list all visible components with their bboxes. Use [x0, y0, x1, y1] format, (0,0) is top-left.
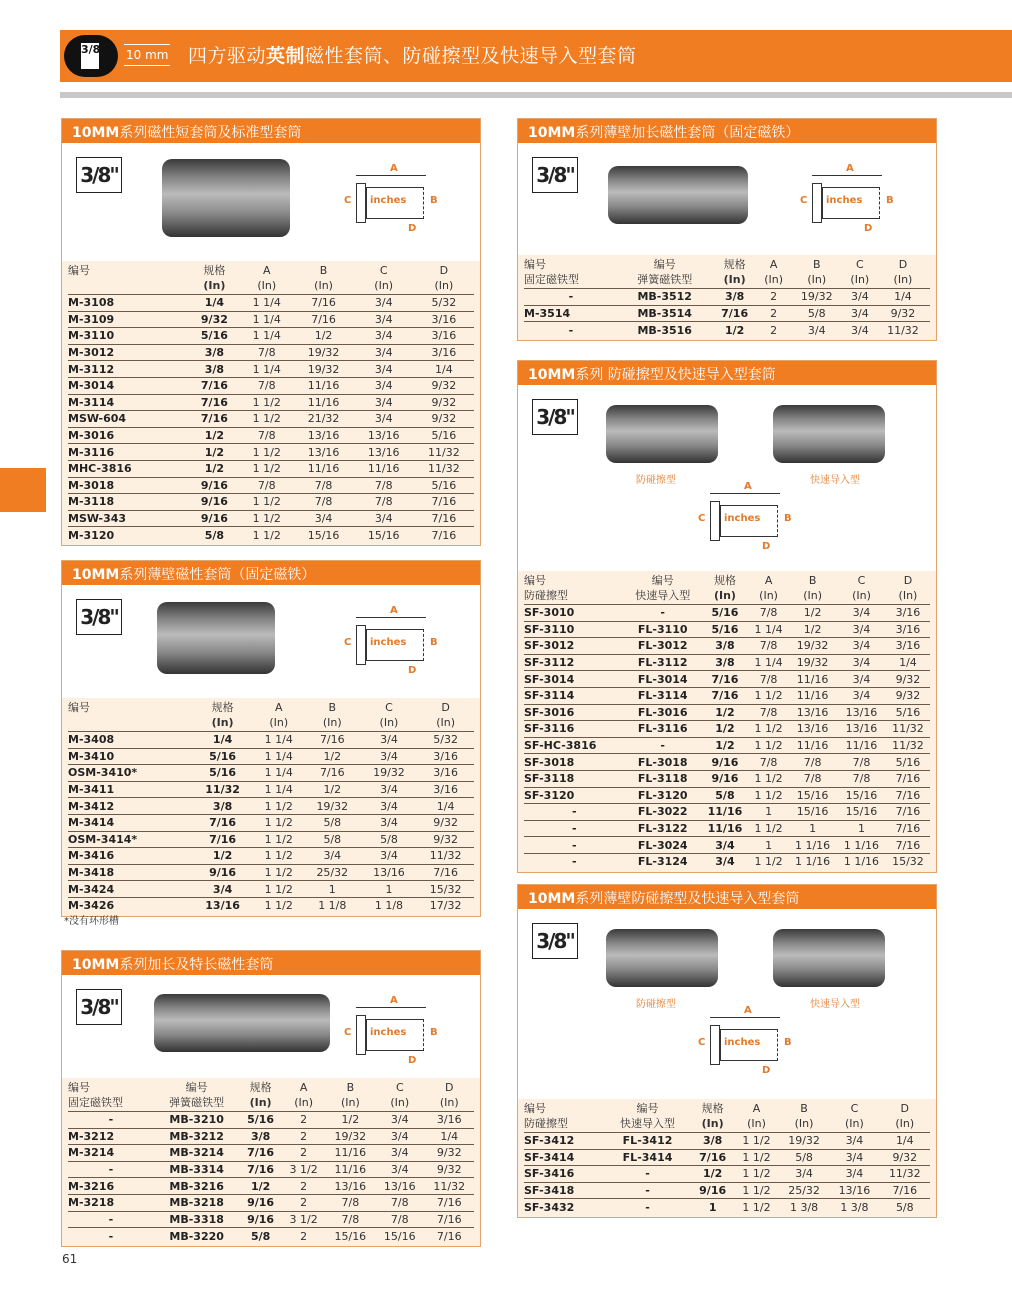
dim-label-b: B — [430, 1027, 438, 1038]
table-row: M-3018 9/16 7/8 7/8 7/8 5/16 — [68, 477, 474, 494]
table-row: SF-3012 FL-3012 3/8 7/8 19/32 3/4 3/16 — [524, 638, 930, 655]
socket-image — [608, 166, 748, 224]
table-row: - FL-3024 3/4 1 1 1/16 1 1/16 7/16 — [524, 837, 930, 854]
dim-label-d: D — [408, 665, 417, 676]
table-row: - MB-3512 3/8 2 19/32 3/4 1/4 — [524, 289, 930, 306]
column-header: 编号 固定磁铁型 — [524, 258, 579, 286]
column-header: C (In) — [374, 264, 394, 292]
dim-label-d: D — [864, 223, 873, 234]
dimension-diagram — [342, 607, 442, 677]
dim-label-b: B — [430, 637, 438, 648]
table-row: SF-3110 FL-3110 5/16 1 1/4 1/2 3/4 3/16 — [524, 621, 930, 638]
header-divider — [60, 92, 1012, 98]
column-header: D (In) — [434, 264, 454, 292]
table-row: SF-3432 - 1 1 1/2 1 3/8 1 3/8 5/8 — [524, 1199, 930, 1216]
dim-label-a: A — [390, 163, 398, 174]
table-row: - FL-3022 11/16 1 15/16 15/16 7/16 — [524, 804, 930, 821]
dim-label-b: B — [886, 195, 894, 206]
column-header: A (In) — [257, 264, 277, 292]
panel-title: 10MM系列薄壁加长磁性套筒（固定磁铁） — [518, 119, 936, 143]
caption-anti-scratch: 防碰擦型 — [636, 475, 676, 486]
table-row: M-3012 3/8 7/8 19/32 3/4 3/16 — [68, 344, 474, 361]
dim-label-inches: inches — [826, 195, 863, 206]
socket-image — [157, 602, 275, 674]
mm-label: 10 mm — [124, 44, 170, 66]
dimension-diagram — [342, 997, 442, 1067]
socket-image-anti-scratch — [606, 405, 718, 463]
column-header: C (In) — [852, 574, 871, 602]
dimension-diagram — [696, 1007, 796, 1077]
column-header: C (In) — [850, 258, 870, 286]
column-header: B (In) — [807, 258, 827, 286]
table-row: M-3418 9/16 1 1/2 25/32 13/16 7/16 — [68, 864, 474, 881]
column-header: A (In) — [764, 258, 784, 286]
column-header: 编号 固定磁铁型 — [68, 1081, 123, 1109]
size-badge: 3/8" — [532, 399, 578, 435]
table-row: M-3114 7/16 1 1/2 11/16 3/4 9/32 — [68, 394, 474, 411]
column-header: A (In) — [759, 574, 778, 602]
table-row: - MB-3210 5/16 2 1/2 3/4 3/16 — [68, 1112, 474, 1129]
spec-table — [62, 1078, 480, 1246]
table-row: M-3014 7/16 7/8 11/16 3/4 9/32 — [68, 377, 474, 394]
socket-image-quick-lead — [773, 405, 885, 463]
column-header: D (In) — [898, 574, 918, 602]
drive-fraction: 3/8 — [79, 41, 101, 71]
dim-label-inches: inches — [370, 1027, 407, 1038]
column-header: 规格 (In) — [249, 1081, 272, 1109]
column-header: B (In) — [322, 701, 342, 729]
page-title: 四方驱动英制磁性套筒、防碰擦型及快速导入型套筒 — [188, 45, 637, 67]
table-row: M-3212 MB-3212 3/8 2 19/32 3/4 1/4 — [68, 1128, 474, 1145]
dimension-diagram — [696, 483, 796, 553]
dim-label-inches: inches — [370, 637, 407, 648]
column-header: 编号 快速导入型 — [635, 574, 691, 602]
spec-table — [62, 698, 480, 916]
table-row: SF-3412 FL-3412 3/8 1 1/2 19/32 3/4 1/4 — [524, 1133, 930, 1150]
table-row: M-3426 13/16 1 1/2 1 1/8 1 1/8 17/32 — [68, 897, 474, 914]
column-header: B (In) — [803, 574, 822, 602]
column-header: 规格 (In) — [211, 701, 234, 729]
table-row: SF-3414 FL-3414 7/16 1 1/2 5/8 3/4 9/32 — [524, 1149, 930, 1166]
table-row: MSW-604 7/16 1 1/2 21/32 3/4 9/32 — [68, 411, 474, 428]
table-row: SF-3118 FL-3118 9/16 1 1/2 7/8 7/8 7/16 — [524, 770, 930, 787]
dim-label-inches: inches — [370, 195, 407, 206]
table-row: - MB-3314 7/16 3 1/2 11/16 3/4 9/32 — [68, 1161, 474, 1178]
dim-label-c: C — [344, 195, 352, 206]
dimension-diagram — [798, 165, 898, 235]
table-row: OSM-3414* 7/16 1 1/2 5/8 5/8 9/32 — [68, 831, 474, 848]
table-row: M-3116 1/2 1 1/2 13/16 13/16 11/32 — [68, 444, 474, 461]
caption-anti-scratch: 防碰擦型 — [636, 999, 676, 1010]
column-header: C (In) — [845, 1102, 864, 1130]
table-row: M-3214 MB-3214 7/16 2 11/16 3/4 9/32 — [68, 1145, 474, 1162]
table-row: SF-3418 - 9/16 1 1/2 25/32 13/16 7/16 — [524, 1182, 930, 1199]
column-header: A (In) — [747, 1102, 766, 1130]
socket-image-anti-scratch — [606, 929, 718, 987]
column-header: A (In) — [294, 1081, 314, 1109]
table-row: M-3410 5/16 1 1/4 1/2 3/4 3/16 — [68, 748, 474, 765]
table-row: M-3110 5/16 1 1/4 1/2 3/4 3/16 — [68, 328, 474, 345]
table-row: M-3411 11/32 1 1/4 1/2 3/4 3/16 — [68, 781, 474, 798]
table-row: M-3424 3/4 1 1/2 1 1 15/32 — [68, 881, 474, 898]
column-header: C (In) — [379, 701, 399, 729]
table-row: - MB-3220 5/8 2 15/16 15/16 7/16 — [68, 1228, 474, 1245]
page-number: 61 — [62, 1252, 78, 1266]
column-header: 编号 — [68, 264, 90, 277]
table-row: SF-3116 FL-3116 1/2 1 1/2 13/16 13/16 11/32 — [524, 721, 930, 738]
dim-label-c: C — [698, 1037, 706, 1048]
column-header: 规格 (In) — [701, 1102, 724, 1130]
size-badge: 3/8" — [532, 923, 578, 959]
column-header: 编号 — [68, 701, 90, 714]
socket-image-quick-lead — [773, 929, 885, 987]
table-row: OSM-3410* 5/16 1 1/4 7/16 19/32 3/16 — [68, 765, 474, 782]
table-row: - MB-3318 9/16 3 1/2 7/8 7/8 7/16 — [68, 1211, 474, 1228]
dim-label-d: D — [762, 1065, 771, 1076]
spec-table — [518, 255, 936, 340]
dim-label-inches: inches — [724, 513, 761, 524]
table-row: SF-3112 FL-3112 3/8 1 1/4 19/32 3/4 1/4 — [524, 654, 930, 671]
table-row: SF-HC-3816 - 1/2 1 1/2 11/16 11/16 11/32 — [524, 737, 930, 754]
dim-label-a: A — [744, 481, 752, 492]
table-row: M-3514 MB-3514 7/16 2 5/8 3/4 9/32 — [524, 305, 930, 322]
caption-quick-lead: 快速导入型 — [810, 475, 860, 486]
dim-label-b: B — [784, 513, 792, 524]
table-row: SF-3010 - 5/16 7/8 1/2 3/4 3/16 — [524, 605, 930, 622]
table-row: MHC-3816 1/2 1 1/2 11/16 11/16 11/32 — [68, 460, 474, 477]
table-row: M-3414 7/16 1 1/2 5/8 3/4 9/32 — [68, 814, 474, 831]
dim-label-d: D — [762, 541, 771, 552]
column-header: A (In) — [269, 701, 289, 729]
table-row: - MB-3516 1/2 2 3/4 3/4 11/32 — [524, 322, 930, 339]
dim-label-inches: inches — [724, 1037, 761, 1048]
column-header: 编号 弹簧磁铁型 — [637, 258, 693, 286]
column-header: D (In) — [895, 1102, 915, 1130]
table-row: SF-3120 FL-3120 5/8 1 1/2 15/16 15/16 7/16 — [524, 787, 930, 804]
footnote: *没有环形槽 — [64, 916, 119, 927]
table-row: M-3118 9/16 1 1/2 7/8 7/8 7/16 — [68, 494, 474, 511]
dim-label-c: C — [698, 513, 706, 524]
table-row: M-3416 1/2 1 1/2 3/4 3/4 11/32 — [68, 848, 474, 865]
dim-label-c: C — [344, 637, 352, 648]
panel-title: 10MM系列薄壁磁性套筒（固定磁铁） — [62, 561, 480, 585]
drive-size-badge — [64, 35, 118, 77]
product-panel — [61, 118, 481, 546]
column-header: B (In) — [794, 1102, 814, 1130]
table-row: M-3109 9/32 1 1/4 7/16 3/4 3/16 — [68, 311, 474, 328]
table-row: - FL-3124 3/4 1 1/2 1 1/16 1 1/16 15/32 — [524, 853, 930, 870]
table-row: M-3112 3/8 1 1/4 19/32 3/4 1/4 — [68, 361, 474, 378]
product-panel — [517, 118, 937, 341]
spec-table — [518, 571, 936, 872]
dim-label-d: D — [408, 1055, 417, 1066]
column-header: 编号 快速导入型 — [620, 1102, 676, 1130]
dim-label-b: B — [430, 195, 438, 206]
size-badge: 3/8" — [76, 989, 122, 1025]
spec-table — [62, 261, 480, 545]
product-panel — [517, 360, 937, 873]
column-header: 编号 防碰擦型 — [524, 1102, 568, 1130]
dim-label-b: B — [784, 1037, 792, 1048]
dim-label-d: D — [408, 223, 417, 234]
panel-title: 10MM系列 防碰擦型及快速导入型套筒 — [518, 361, 936, 385]
column-header: D (In) — [436, 701, 456, 729]
table-row: M-3016 1/2 7/8 13/16 13/16 5/16 — [68, 427, 474, 444]
dim-label-c: C — [800, 195, 808, 206]
dim-label-a: A — [846, 163, 854, 174]
panel-title: 10MM系列加长及特长磁性套筒 — [62, 951, 480, 975]
dimension-diagram — [342, 165, 442, 235]
table-row: M-3408 1/4 1 1/4 7/16 3/4 5/32 — [68, 732, 474, 749]
size-badge: 3/8" — [532, 157, 578, 193]
table-row: - FL-3122 11/16 1 1/2 1 1 7/16 — [524, 820, 930, 837]
table-row: M-3108 1/4 1 1/4 7/16 3/4 5/32 — [68, 295, 474, 312]
table-row: M-3120 5/8 1 1/2 15/16 15/16 7/16 — [68, 527, 474, 544]
dim-label-a: A — [744, 1005, 752, 1016]
panel-title: 10MM系列磁性短套筒及标准型套筒 — [62, 119, 480, 143]
table-row: SF-3416 - 1/2 1 1/2 3/4 3/4 11/32 — [524, 1166, 930, 1183]
table-row: SF-3014 FL-3014 7/16 7/8 11/16 3/4 9/32 — [524, 671, 930, 688]
size-badge: 3/8" — [76, 157, 122, 193]
caption-quick-lead: 快速导入型 — [810, 999, 860, 1010]
dim-label-a: A — [390, 995, 398, 1006]
column-header: 编号 弹簧磁铁型 — [169, 1081, 225, 1109]
column-header: 规格 (In) — [713, 574, 736, 602]
column-header: B (In) — [340, 1081, 360, 1109]
table-row: M-3412 3/8 1 1/2 19/32 3/4 1/4 — [68, 798, 474, 815]
dim-label-a: A — [390, 605, 398, 616]
column-header: B (In) — [314, 264, 333, 292]
column-header: 规格 (In) — [723, 258, 746, 286]
dim-label-c: C — [344, 1027, 352, 1038]
table-row: M-3216 MB-3216 1/2 2 13/16 13/16 11/32 — [68, 1178, 474, 1195]
socket-image — [162, 159, 290, 237]
table-row: SF-3114 FL-3114 7/16 1 1/2 11/16 3/4 9/32 — [524, 687, 930, 704]
table-row: MSW-343 9/16 1 1/2 3/4 3/4 7/16 — [68, 510, 474, 527]
table-row: SF-3018 FL-3018 9/16 7/8 7/8 7/8 5/16 — [524, 754, 930, 771]
table-row: SF-3016 FL-3016 1/2 7/8 13/16 13/16 5/16 — [524, 704, 930, 721]
socket-image — [154, 994, 330, 1052]
side-tab-marker — [0, 468, 46, 512]
panel-title: 10MM系列薄壁防碰擦型及快速导入型套筒 — [518, 885, 936, 909]
spec-table — [518, 1099, 936, 1217]
table-row: M-3218 MB-3218 9/16 2 7/8 7/8 7/16 — [68, 1194, 474, 1211]
product-panel — [517, 884, 937, 1218]
column-header: C (In) — [390, 1081, 410, 1109]
column-header: 规格 (In) — [203, 264, 226, 292]
size-badge: 3/8" — [76, 599, 122, 635]
column-header: 编号 防碰擦型 — [524, 574, 568, 602]
column-header: D (In) — [439, 1081, 459, 1109]
product-panel — [61, 560, 481, 917]
column-header: D (In) — [893, 258, 913, 286]
product-panel — [61, 950, 481, 1247]
